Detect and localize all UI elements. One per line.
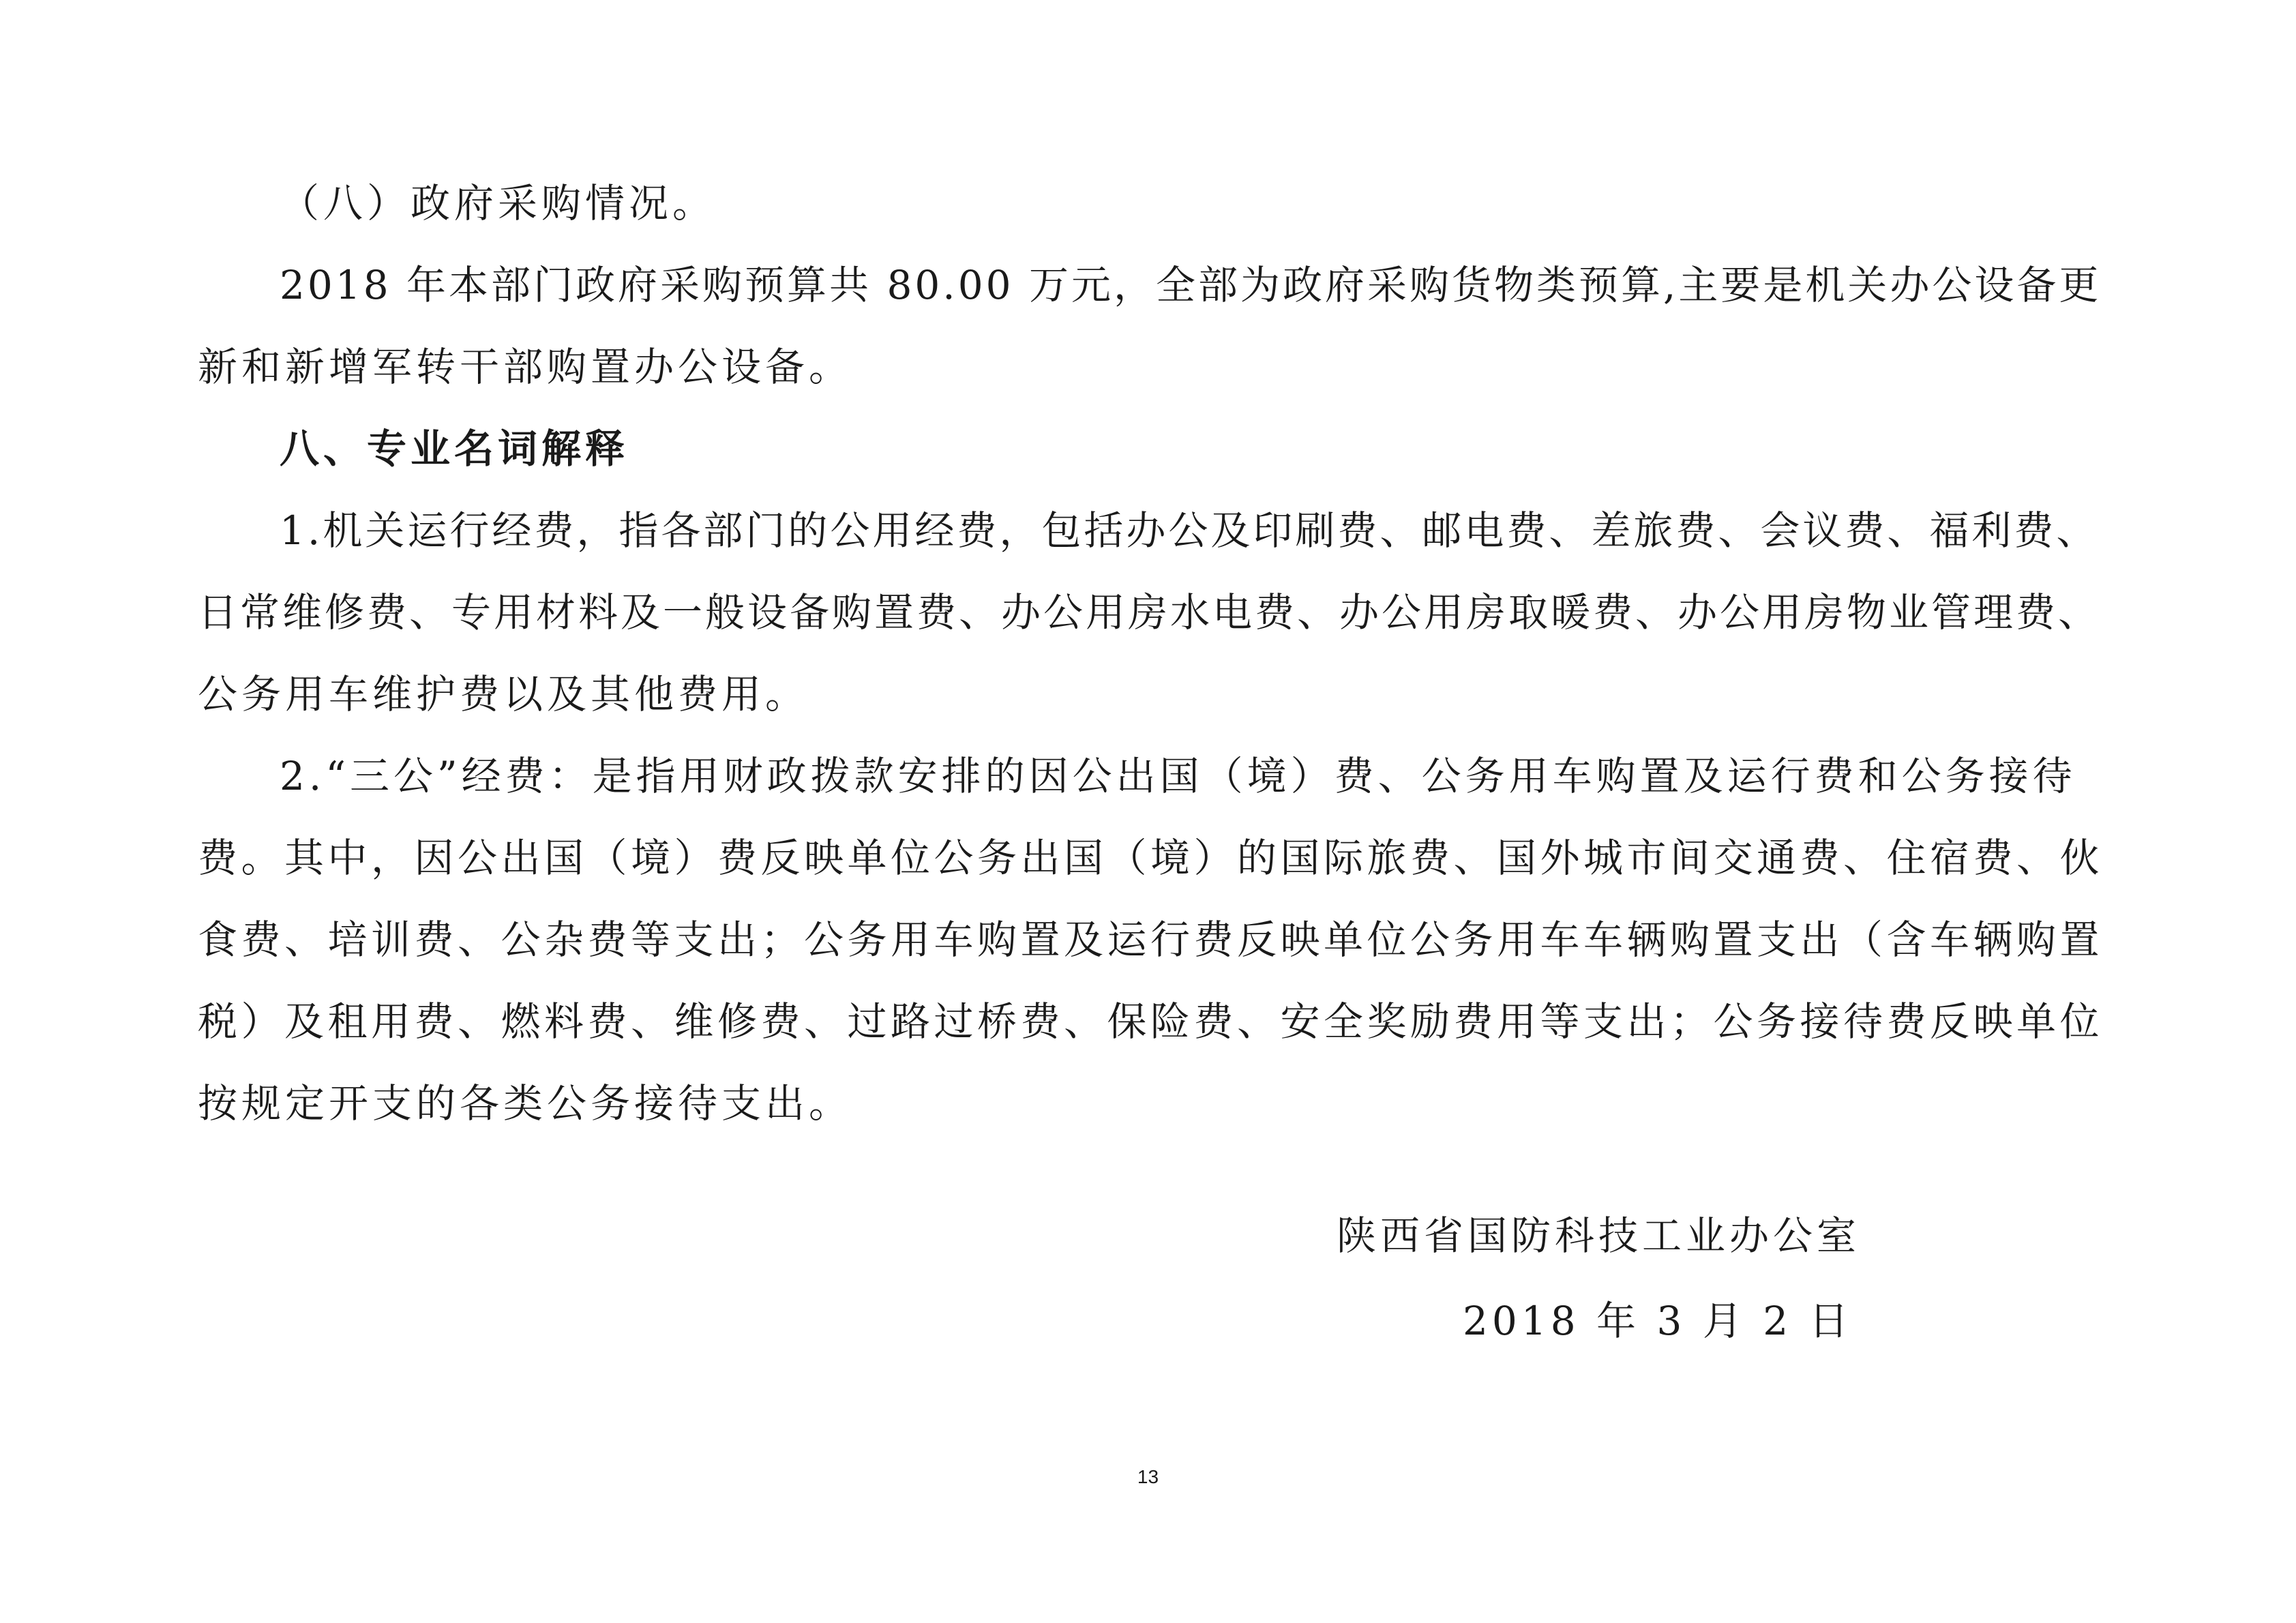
term2-paragraph-line: 费。其中，因公出国（境）费反映单位公务出国（境）的国际旅费、国外城市间交通费、住宿费、伙: [198, 835, 2104, 881]
term1-paragraph-line: 日常维修费、专用材料及一般设备购置费、办公用房水电费、办公用房取暖费、办公用房物业管理费、: [198, 589, 2101, 636]
procurement-paragraph-line: 2018 年本部门政府采购预算共 80.00 万元，全部为政府采购货物类预算,主要是机关办公设备更: [280, 262, 2102, 308]
term2-paragraph-line: 食费、培训费、公杂费等支出；公务用车购置及运行费反映单位公务用车车辆购置支出（含车辆购置: [198, 917, 2104, 963]
procurement-paragraph-line: 新和新增军转干部购置办公设备。: [198, 344, 853, 390]
page-number: 13: [1137, 1466, 1159, 1487]
term1-paragraph-line: 公务用车维护费以及其他费用。: [198, 671, 809, 717]
term1-paragraph-line: 1.机关运行经费，指各部门的公用经费，包括办公及印刷费、邮电费、差旅费、会议费、福利费、: [280, 507, 2099, 554]
signature-organization: 陕西省国防科技工业办公室: [1337, 1212, 1861, 1259]
term2-paragraph-line: 2.“三公”经费：是指用财政拨款安排的因公出国（境）费、公务用车购置及运行费和公务接待: [280, 753, 2076, 799]
signature-date: 2018 年 3 月 2 日: [1463, 1298, 1853, 1344]
terms-section-heading: 八、专业名词解释: [280, 426, 629, 472]
term2-paragraph-line: 按规定开支的各类公务接待支出。: [198, 1080, 853, 1127]
term2-paragraph-line: 税）及租用费、燃料费、维修费、过路过桥费、保险费、安全奖励费用等支出；公务接待费反映单位: [198, 998, 2104, 1045]
procurement-subheading: （八）政府采购情况。: [280, 180, 717, 226]
